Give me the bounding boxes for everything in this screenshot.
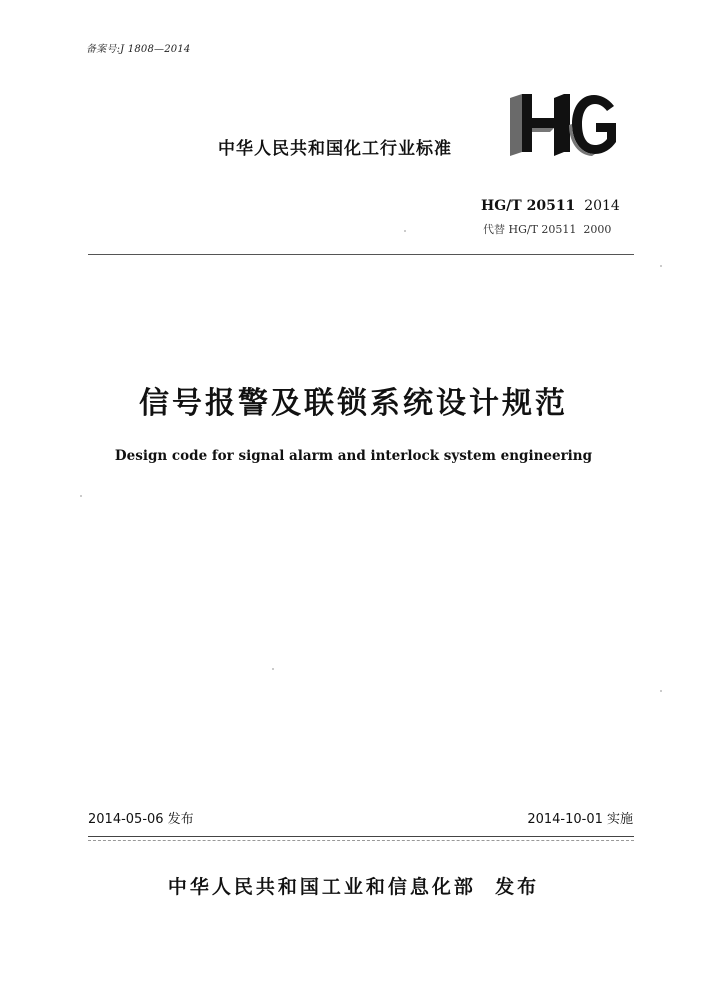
title-english: Design code for signal alarm and interlock system engineering <box>114 448 593 464</box>
implementation-date: 2014-10-01 实施 <box>527 812 633 827</box>
scan-speck <box>404 230 406 232</box>
standard-category: 中华人民共和国化工行业标准 <box>218 139 452 159</box>
publisher-action: 发布 <box>495 876 540 898</box>
logo-letter-h <box>510 94 570 156</box>
publisher-name: 中华人民共和国工业和信息化部 <box>167 876 476 898</box>
scan-speck <box>272 668 274 670</box>
standard-year: 2014 <box>584 198 620 214</box>
scan-speck <box>80 495 82 497</box>
record-number: 备案号:J 1808—2014 <box>86 44 191 55</box>
title-chinese: 信号报警及联锁系统设计规范 <box>139 386 568 421</box>
scan-speck <box>660 265 662 267</box>
logo-letter-g <box>569 95 616 156</box>
standard-code <box>481 198 620 214</box>
standard-code-number: HG/T 20511 <box>481 198 576 214</box>
scan-speck <box>660 690 662 692</box>
publisher <box>0 872 707 899</box>
bottom-divider-shadow <box>88 840 634 841</box>
hg-logo <box>506 92 626 158</box>
top-divider <box>88 254 634 255</box>
bottom-divider <box>88 836 634 837</box>
issue-date: 2014-05-06 发布 <box>88 812 194 827</box>
replaces-standard: 代替 HG/T 20511 2000 <box>483 223 612 236</box>
